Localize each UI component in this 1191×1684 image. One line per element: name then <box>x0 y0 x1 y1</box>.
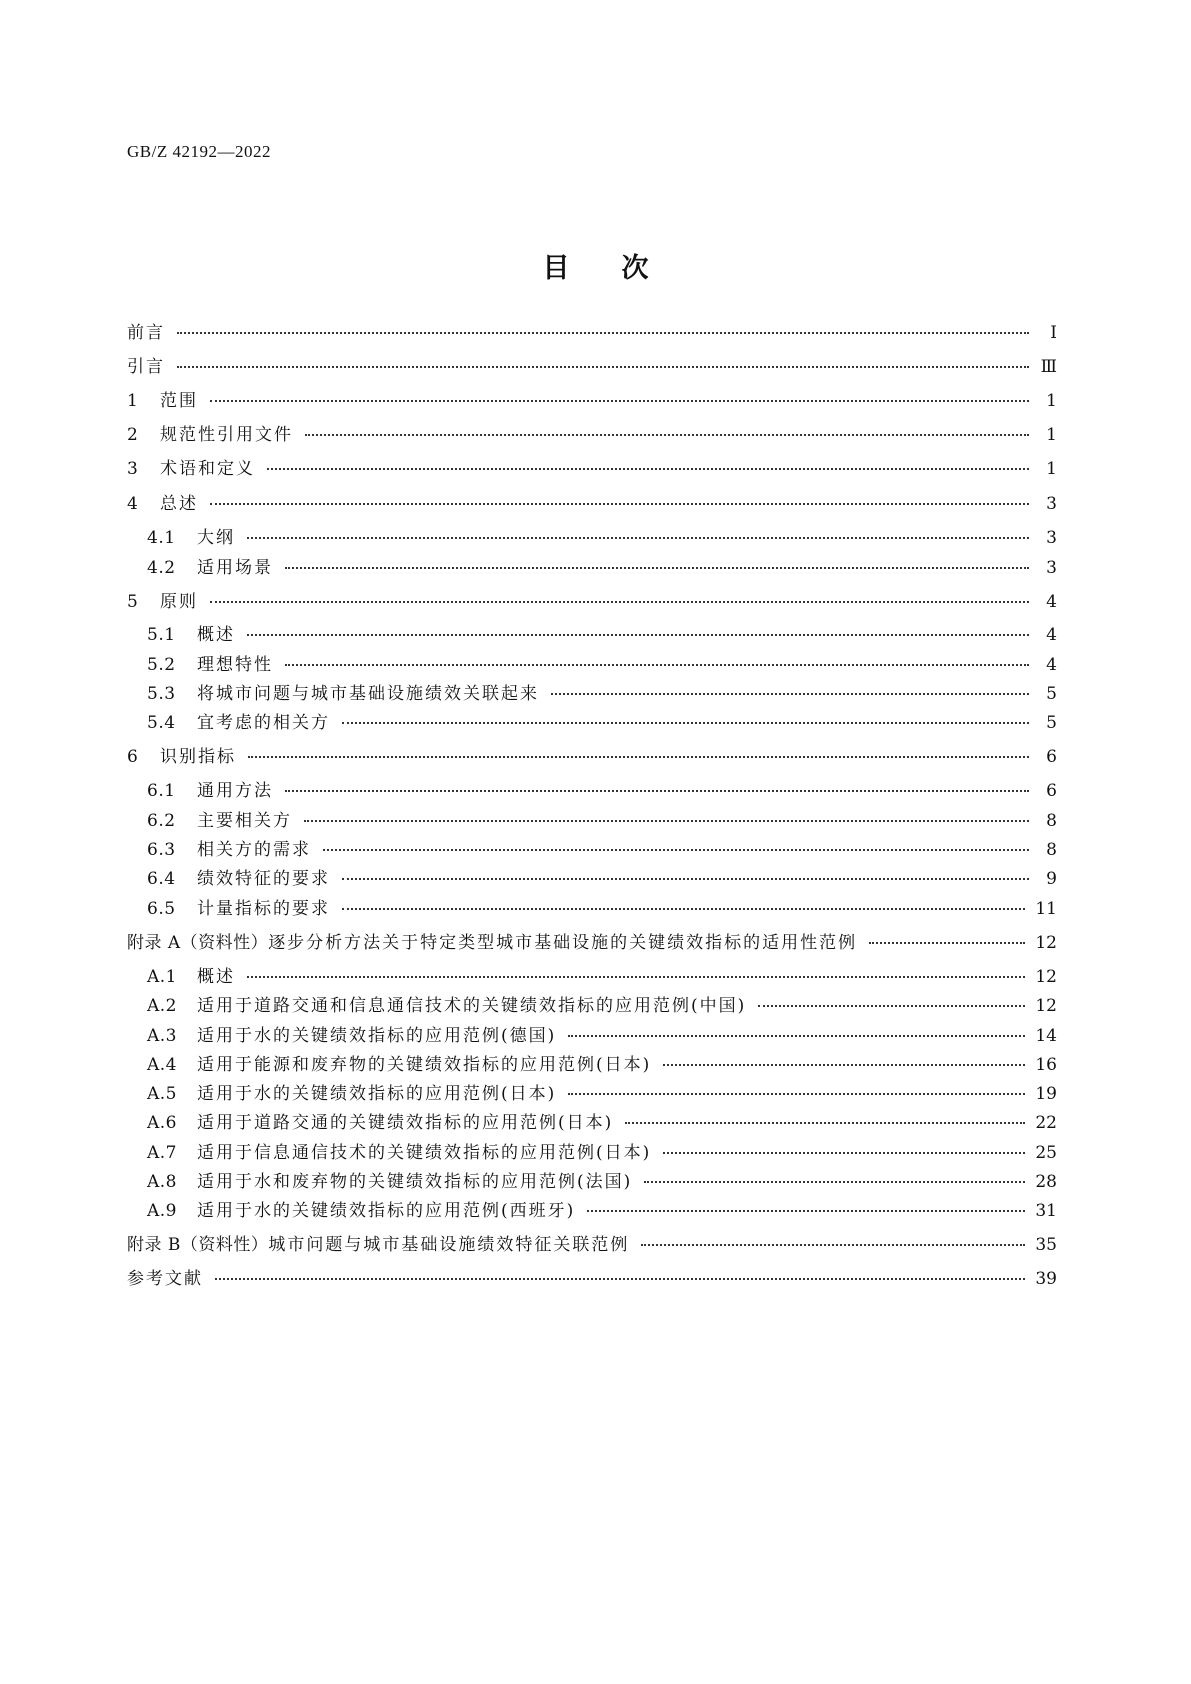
toc-entry-title: 适用于信息通信技术的关键绩效指标的应用范例(日本) <box>197 1143 652 1163</box>
dot-leader <box>869 941 1025 944</box>
toc-entry-title: 参考文献 <box>127 1269 203 1289</box>
toc-entry[interactable] <box>147 835 1057 861</box>
toc-entry-page: 35 <box>1035 1235 1057 1255</box>
toc-entry-page: 3 <box>1046 558 1057 578</box>
toc-entry-number: A.1 <box>147 967 177 987</box>
toc-entry-page: 3 <box>1046 494 1057 514</box>
toc-entry-page: 5 <box>1046 684 1057 704</box>
toc-entry[interactable] <box>147 1167 1057 1193</box>
toc-entry[interactable] <box>147 523 1057 549</box>
toc-entry-page: 25 <box>1035 1143 1057 1163</box>
toc-entry[interactable] <box>147 776 1057 802</box>
toc-entry-title: 宜考虑的相关方 <box>197 713 330 733</box>
toc-entry-title: 概述 <box>197 625 235 645</box>
toc-entry-number: 5.3 <box>147 684 176 704</box>
dot-leader <box>247 975 1025 978</box>
toc-entry-title: 城市问题与城市基础设施绩效特征关联范例 <box>268 1235 630 1255</box>
toc-entry-title: 相关方的需求 <box>197 840 311 860</box>
dot-leader <box>177 365 1029 368</box>
dot-leader <box>177 331 1029 334</box>
toc-entry-page: Ⅲ <box>1040 357 1057 377</box>
dot-leader <box>210 399 1029 402</box>
toc-entry-title: 适用于水的关键绩效指标的应用范例(西班牙) <box>197 1201 576 1221</box>
toc-entry-title: 通用方法 <box>197 781 273 801</box>
toc-entry-number: 1 <box>127 391 139 411</box>
toc-entry[interactable] <box>147 894 1057 920</box>
toc-entry-title: 大纲 <box>197 528 235 548</box>
toc-entry-number: 5.4 <box>147 713 176 733</box>
dot-leader <box>758 1004 1025 1007</box>
toc-entry-number: A.6 <box>147 1113 177 1133</box>
toc-entry[interactable] <box>127 489 1057 515</box>
toc-entry-number: 5 <box>127 592 139 612</box>
toc-entry-number: 2 <box>127 425 139 445</box>
toc-entry-page: 5 <box>1046 713 1057 733</box>
dot-leader <box>644 1180 1025 1183</box>
toc-entry-title: 适用场景 <box>197 558 273 578</box>
toc-entry-page: 4 <box>1046 625 1057 645</box>
toc-entry-number: 6 <box>127 747 139 767</box>
toc-entry-number: 3 <box>127 459 139 479</box>
toc-entry-number: A.3 <box>147 1026 177 1046</box>
toc-entry-number: 4.1 <box>147 528 176 548</box>
toc-entry-title: 绩效特征的要求 <box>197 869 330 889</box>
document-code: GB/Z 42192—2022 <box>127 142 271 161</box>
toc-entry-title: 主要相关方 <box>197 811 292 831</box>
toc-entry[interactable] <box>147 1079 1057 1105</box>
toc-entry[interactable] <box>147 1138 1057 1164</box>
toc-entry-page: 22 <box>1035 1113 1057 1133</box>
dot-leader <box>215 1277 1025 1280</box>
toc-entry[interactable] <box>127 928 1057 954</box>
toc-entry[interactable] <box>127 318 1057 344</box>
toc-entry-page: 1 <box>1046 425 1057 445</box>
toc-entry-page: 6 <box>1046 747 1057 767</box>
toc-entry[interactable] <box>147 806 1057 832</box>
toc-entry[interactable] <box>127 1264 1057 1290</box>
toc-entry-page: 12 <box>1035 967 1057 987</box>
toc-entry-number: 6.3 <box>147 840 176 860</box>
toc-entry-title: 范围 <box>160 391 198 411</box>
toc-entry-page: 3 <box>1046 528 1057 548</box>
toc-entry-page: 31 <box>1035 1201 1057 1221</box>
dot-leader <box>551 692 1029 695</box>
toc-entry-page: 6 <box>1046 781 1057 801</box>
toc-entry-page: 1 <box>1046 459 1057 479</box>
toc-entry-number: 附录 B（资料性） <box>127 1235 269 1255</box>
toc-entry[interactable] <box>147 620 1057 646</box>
toc-entry-number: A.4 <box>147 1055 177 1075</box>
toc-entry-page: 28 <box>1035 1172 1057 1192</box>
toc-entry-number: 6.1 <box>147 781 176 801</box>
page-title: 目次 <box>542 253 701 284</box>
toc-entry-number: A.5 <box>147 1084 177 1104</box>
toc-entry-page: 11 <box>1035 899 1057 919</box>
toc-entry[interactable] <box>127 742 1057 768</box>
toc-entry-number: 5.1 <box>147 625 176 645</box>
toc-entry-title: 识别指标 <box>160 747 236 767</box>
toc-entry-page: 19 <box>1035 1084 1057 1104</box>
toc-entry-number: A.7 <box>147 1143 177 1163</box>
toc-entry-title: 原则 <box>160 592 198 612</box>
dot-leader <box>305 433 1029 436</box>
toc-entry-page: 8 <box>1046 811 1057 831</box>
toc-entry-number: 4.2 <box>147 558 176 578</box>
toc-entry[interactable] <box>127 352 1057 378</box>
dot-leader <box>267 467 1029 470</box>
toc-entry[interactable] <box>147 1108 1057 1134</box>
toc-entry-title: 规范性引用文件 <box>160 425 293 445</box>
dot-leader <box>248 755 1029 758</box>
dot-leader <box>342 721 1029 724</box>
toc-entry-title: 概述 <box>197 967 235 987</box>
table-of-contents <box>127 0 1057 1684</box>
dot-leader <box>625 1121 1025 1124</box>
dot-leader <box>323 848 1029 851</box>
toc-entry-title: 计量指标的要求 <box>197 899 330 919</box>
toc-entry-title: 术语和定义 <box>160 459 255 479</box>
toc-entry-page: 1 <box>1046 391 1057 411</box>
toc-entry[interactable] <box>147 708 1057 734</box>
dot-leader <box>641 1243 1025 1246</box>
dot-leader <box>285 663 1029 666</box>
toc-entry[interactable] <box>147 650 1057 676</box>
toc-entry-number: 6.4 <box>147 869 176 889</box>
toc-entry-number: 6.5 <box>147 899 176 919</box>
toc-entry-title: 逐步分析方法关于特定类型城市基础设施的关键绩效指标的适用性范例 <box>268 933 858 953</box>
dot-leader <box>210 502 1029 505</box>
toc-entry-page: 12 <box>1035 996 1057 1016</box>
toc-entry-title: 引言 <box>127 357 165 377</box>
toc-entry-page: Ⅰ <box>1050 323 1057 343</box>
toc-entry[interactable] <box>147 1196 1057 1222</box>
toc-entry-number: 5.2 <box>147 655 176 675</box>
toc-entry-page: 39 <box>1035 1269 1057 1289</box>
dot-leader <box>285 789 1029 792</box>
toc-entry-title: 适用于能源和废弃物的关键绩效指标的应用范例(日本) <box>197 1055 652 1075</box>
toc-entry-title: 适用于道路交通和信息通信技术的关键绩效指标的应用范例(中国) <box>197 996 747 1016</box>
toc-entry[interactable] <box>147 1021 1057 1047</box>
toc-entry-number: A.9 <box>147 1201 177 1221</box>
toc-entry-page: 12 <box>1035 933 1057 953</box>
dot-leader <box>587 1209 1025 1212</box>
toc-entry[interactable] <box>147 553 1057 579</box>
dot-leader <box>210 600 1029 603</box>
toc-entry-title: 将城市问题与城市基础设施绩效关联起来 <box>197 684 539 704</box>
toc-entry-page: 4 <box>1046 655 1057 675</box>
toc-entry-number: A.2 <box>147 996 177 1016</box>
toc-entry-number: 6.2 <box>147 811 176 831</box>
dot-leader <box>342 907 1025 910</box>
toc-entry-title: 前言 <box>127 323 165 343</box>
toc-entry[interactable] <box>127 454 1057 480</box>
toc-entry-number: 4 <box>127 494 139 514</box>
dot-leader <box>663 1063 1025 1066</box>
toc-entry[interactable] <box>127 1230 1057 1256</box>
toc-entry[interactable] <box>127 587 1057 613</box>
dot-leader <box>304 819 1029 822</box>
toc-entry-number: A.8 <box>147 1172 177 1192</box>
toc-entry[interactable] <box>127 386 1057 412</box>
dot-leader <box>342 877 1029 880</box>
toc-entry[interactable] <box>147 991 1057 1017</box>
toc-entry-title: 适用于水的关键绩效指标的应用范例(日本) <box>197 1084 557 1104</box>
dot-leader <box>568 1092 1025 1095</box>
toc-entry[interactable] <box>147 962 1057 988</box>
toc-entry-title: 理想特性 <box>197 655 273 675</box>
toc-entry[interactable] <box>147 1050 1057 1076</box>
toc-entry-title: 适用于水的关键绩效指标的应用范例(德国) <box>197 1026 557 1046</box>
toc-entry-page: 4 <box>1046 592 1057 612</box>
toc-entry-page: 8 <box>1046 840 1057 860</box>
toc-entry-page: 14 <box>1035 1026 1057 1046</box>
toc-entry-title: 适用于道路交通的关键绩效指标的应用范例(日本) <box>197 1113 614 1133</box>
toc-entry[interactable] <box>147 679 1057 705</box>
toc-entry-title: 总述 <box>160 494 198 514</box>
toc-entry-page: 16 <box>1035 1055 1057 1075</box>
dot-leader <box>247 536 1029 539</box>
toc-entry[interactable] <box>147 864 1057 890</box>
dot-leader <box>247 633 1029 636</box>
toc-entry-title: 适用于水和废弃物的关键绩效指标的应用范例(法国) <box>197 1172 633 1192</box>
dot-leader <box>285 566 1029 569</box>
dot-leader <box>663 1151 1025 1154</box>
dot-leader <box>568 1034 1025 1037</box>
toc-entry-page: 9 <box>1046 869 1057 889</box>
toc-entry-number: 附录 A（资料性） <box>127 933 269 953</box>
toc-entry[interactable] <box>127 420 1057 446</box>
